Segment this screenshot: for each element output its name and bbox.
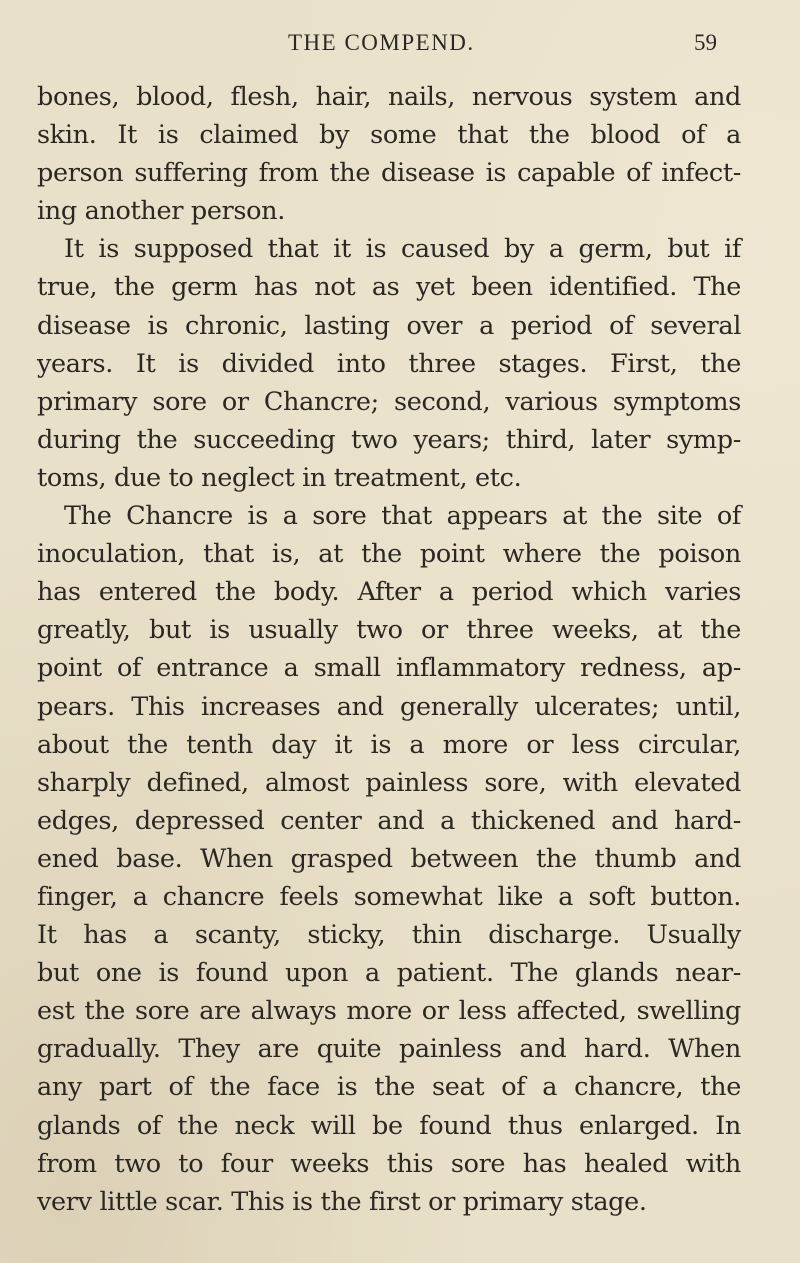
text-line: It has a scanty, sticky, thin discharge. Usually (37, 920, 741, 951)
text-line: true, the germ has not as yet been identified. The (37, 272, 741, 303)
body-text (37, 78, 741, 1221)
text-line: pears. This increases and generally ulcerates; until, (37, 691, 741, 722)
text-line: during the succeeding two years; third, later symp- (37, 424, 741, 455)
text-line: edges, depressed center and a thickened and hard- (37, 805, 741, 836)
text-line: disease is chronic, lasting over a period of several (37, 310, 741, 341)
text-line: about the tenth day it is a more or less circular, (37, 729, 741, 760)
text-line: sharply defined, almost painless sore, with elevated (37, 767, 741, 798)
text-line: finger, a chancre feels somewhat like a soft button. (37, 881, 741, 912)
text-line: gradually. They are quite painless and hard. When (37, 1034, 741, 1065)
text-line: glands of the neck will be found thus enlarged. In (37, 1110, 741, 1141)
text-line: inoculation, that is, at the point where the poison (37, 539, 741, 570)
text-line: bones, blood, flesh, hair, nails, nervous system and (37, 82, 741, 112)
text-line: greatly, but is usually two or three weeks, at the (37, 615, 741, 646)
running-head-title: THE COMPEND. (288, 30, 475, 55)
text-line: est the sore are always more or less affected, swelling (37, 996, 741, 1027)
text-line: years. It is divided into three stages. First, the (37, 348, 741, 379)
text-line: ing another person. (37, 196, 285, 227)
text-line: skin. It is claimed by some that the blood of a (37, 120, 741, 151)
text-line: from two to four weeks this sore has healed with (37, 1148, 741, 1179)
page-number: 59 (694, 30, 717, 55)
text-line: but one is found upon a patient. The glands near- (37, 958, 741, 989)
text-line: ened base. When grasped between the thumb and (37, 843, 741, 874)
text-line: person suffering from the disease is capable of infect- (37, 158, 741, 189)
text-line: verv little scar. This is the first or primary stage. (37, 1186, 647, 1217)
text-line: toms, due to neglect in treatment, etc. (37, 462, 522, 493)
text-line: point of entrance a small inflammatory redness, ap- (37, 653, 741, 684)
text-line: primary sore or Chancre; second, various symptoms (37, 386, 741, 417)
running-head (0, 30, 800, 60)
text-line: any part of the face is the seat of a chancre, the (37, 1072, 741, 1103)
text-line: has entered the body. After a period which varies (37, 577, 741, 608)
text-line: It is supposed that it is caused by a germ, but if (64, 234, 741, 265)
text-line: The Chancre is a sore that appears at the site of (64, 501, 741, 532)
